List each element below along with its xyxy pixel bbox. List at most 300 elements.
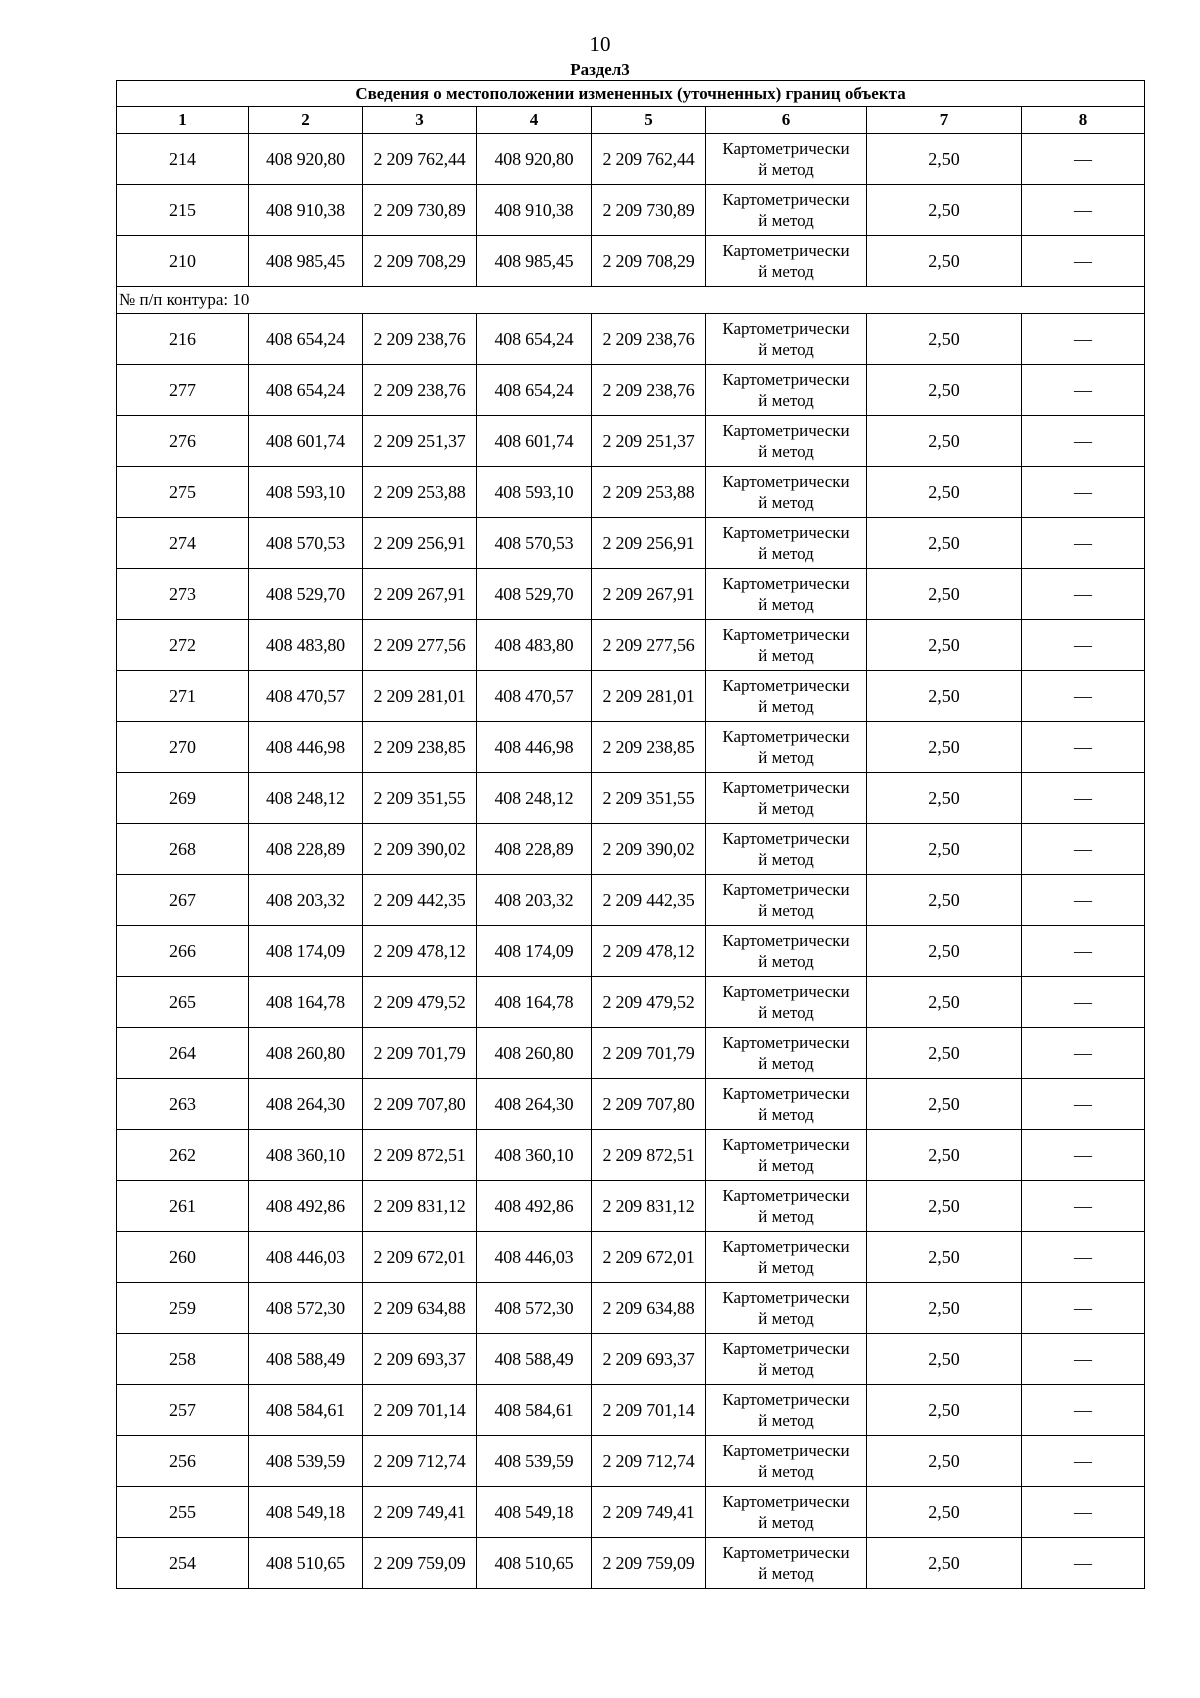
table-row xyxy=(117,1385,1145,1436)
y-new-cell: 2 209 390,02 xyxy=(592,824,706,875)
table-row xyxy=(117,467,1145,518)
y-new-cell: 2 209 730,89 xyxy=(592,185,706,236)
accuracy-cell: 2,50 xyxy=(867,1232,1022,1283)
method-line-1: Картометрически xyxy=(722,1390,850,1409)
point-number-cell: 265 xyxy=(117,977,249,1028)
description-cell: — xyxy=(1022,236,1145,287)
x-new-cell: 408 539,59 xyxy=(477,1436,592,1487)
x-old-cell: 408 470,57 xyxy=(249,671,363,722)
method-line-2: й метод xyxy=(758,1054,814,1073)
table-row xyxy=(117,236,1145,287)
description-cell: — xyxy=(1022,722,1145,773)
point-number-cell: 277 xyxy=(117,365,249,416)
y-old-cell: 2 209 267,91 xyxy=(363,569,477,620)
section-title: Раздел3 xyxy=(570,60,630,79)
method-cell xyxy=(706,722,867,773)
accuracy-cell: 2,50 xyxy=(867,1181,1022,1232)
accuracy-cell: 2,50 xyxy=(867,365,1022,416)
table-row xyxy=(117,1130,1145,1181)
point-number-cell: 210 xyxy=(117,236,249,287)
y-old-cell: 2 209 281,01 xyxy=(363,671,477,722)
y-new-cell: 2 209 478,12 xyxy=(592,926,706,977)
point-number-cell: 272 xyxy=(117,620,249,671)
description-cell: — xyxy=(1022,926,1145,977)
method-line-2: й метод xyxy=(758,493,814,512)
y-new-cell: 2 209 238,85 xyxy=(592,722,706,773)
accuracy-cell: 2,50 xyxy=(867,1079,1022,1130)
method-line-2: й метод xyxy=(758,262,814,281)
column-number: 2 xyxy=(249,107,363,134)
y-old-cell: 2 209 831,12 xyxy=(363,1181,477,1232)
y-old-cell: 2 209 256,91 xyxy=(363,518,477,569)
contour-row xyxy=(117,287,1145,314)
y-old-cell: 2 209 707,80 xyxy=(363,1079,477,1130)
table-row xyxy=(117,671,1145,722)
table-row xyxy=(117,1538,1145,1589)
accuracy-cell: 2,50 xyxy=(867,569,1022,620)
x-new-cell: 408 260,80 xyxy=(477,1028,592,1079)
table-row xyxy=(117,1283,1145,1334)
x-old-cell: 408 584,61 xyxy=(249,1385,363,1436)
point-number-cell: 274 xyxy=(117,518,249,569)
x-new-cell: 408 470,57 xyxy=(477,671,592,722)
method-line-1: Картометрически xyxy=(722,1237,850,1256)
method-line-2: й метод xyxy=(758,646,814,665)
column-number-row xyxy=(117,107,1145,134)
x-old-cell: 408 164,78 xyxy=(249,977,363,1028)
method-line-2: й метод xyxy=(758,850,814,869)
method-line-1: Картометрически xyxy=(722,625,850,644)
accuracy-cell: 2,50 xyxy=(867,1538,1022,1589)
method-line-2: й метод xyxy=(758,1513,814,1532)
y-new-cell: 2 209 872,51 xyxy=(592,1130,706,1181)
x-old-cell: 408 654,24 xyxy=(249,314,363,365)
column-number: 4 xyxy=(477,107,592,134)
x-new-cell: 408 483,80 xyxy=(477,620,592,671)
x-new-cell: 408 360,10 xyxy=(477,1130,592,1181)
method-cell xyxy=(706,518,867,569)
method-line-1: Картометрически xyxy=(722,778,850,797)
description-cell: — xyxy=(1022,467,1145,518)
method-cell xyxy=(706,1436,867,1487)
y-old-cell: 2 209 759,09 xyxy=(363,1538,477,1589)
method-line-1: Картометрически xyxy=(722,1135,850,1154)
method-line-1: Картометрически xyxy=(722,676,850,695)
method-cell xyxy=(706,1385,867,1436)
y-old-cell: 2 209 251,37 xyxy=(363,416,477,467)
accuracy-cell: 2,50 xyxy=(867,1283,1022,1334)
method-line-2: й метод xyxy=(758,595,814,614)
method-line-1: Картометрически xyxy=(722,370,850,389)
accuracy-cell: 2,50 xyxy=(867,671,1022,722)
point-number-cell: 276 xyxy=(117,416,249,467)
point-number-cell: 254 xyxy=(117,1538,249,1589)
x-new-cell: 408 164,78 xyxy=(477,977,592,1028)
y-old-cell: 2 209 634,88 xyxy=(363,1283,477,1334)
accuracy-cell: 2,50 xyxy=(867,314,1022,365)
table-row xyxy=(117,314,1145,365)
y-old-cell: 2 209 238,85 xyxy=(363,722,477,773)
accuracy-cell: 2,50 xyxy=(867,1385,1022,1436)
x-old-cell: 408 203,32 xyxy=(249,875,363,926)
y-old-cell: 2 209 672,01 xyxy=(363,1232,477,1283)
x-old-cell: 408 588,49 xyxy=(249,1334,363,1385)
method-line-1: Картометрически xyxy=(722,421,850,440)
description-cell: — xyxy=(1022,365,1145,416)
x-old-cell: 408 985,45 xyxy=(249,236,363,287)
x-old-cell: 408 539,59 xyxy=(249,1436,363,1487)
method-line-2: й метод xyxy=(758,340,814,359)
y-new-cell: 2 209 693,37 xyxy=(592,1334,706,1385)
contour-section xyxy=(117,287,1145,314)
table-row xyxy=(117,824,1145,875)
description-cell: — xyxy=(1022,1385,1145,1436)
y-old-cell: 2 209 238,76 xyxy=(363,365,477,416)
x-new-cell: 408 588,49 xyxy=(477,1334,592,1385)
point-number-cell: 275 xyxy=(117,467,249,518)
method-line-1: Картометрически xyxy=(722,319,850,338)
point-number-cell: 273 xyxy=(117,569,249,620)
x-old-cell: 408 446,98 xyxy=(249,722,363,773)
x-new-cell: 408 593,10 xyxy=(477,467,592,518)
method-line-2: й метод xyxy=(758,391,814,410)
x-old-cell: 408 920,80 xyxy=(249,134,363,185)
table-row xyxy=(117,1028,1145,1079)
method-cell xyxy=(706,236,867,287)
method-cell xyxy=(706,185,867,236)
point-number-cell: 259 xyxy=(117,1283,249,1334)
x-new-cell: 408 910,38 xyxy=(477,185,592,236)
method-line-2: й метод xyxy=(758,697,814,716)
method-cell xyxy=(706,314,867,365)
y-old-cell: 2 209 701,79 xyxy=(363,1028,477,1079)
table-caption: Сведения о местоположении измененных (уточненных) границ объекта xyxy=(117,81,1145,107)
method-line-1: Картометрически xyxy=(722,190,850,209)
x-old-cell: 408 593,10 xyxy=(249,467,363,518)
y-new-cell: 2 209 238,76 xyxy=(592,314,706,365)
method-line-2: й метод xyxy=(758,1207,814,1226)
description-cell: — xyxy=(1022,416,1145,467)
method-cell xyxy=(706,1283,867,1334)
x-new-cell: 408 549,18 xyxy=(477,1487,592,1538)
point-number-cell: 269 xyxy=(117,773,249,824)
accuracy-cell: 2,50 xyxy=(867,773,1022,824)
x-new-cell: 408 584,61 xyxy=(477,1385,592,1436)
y-new-cell: 2 209 442,35 xyxy=(592,875,706,926)
description-cell: — xyxy=(1022,1334,1145,1385)
description-cell: — xyxy=(1022,1538,1145,1589)
x-new-cell: 408 248,12 xyxy=(477,773,592,824)
y-new-cell: 2 209 281,01 xyxy=(592,671,706,722)
method-line-2: й метод xyxy=(758,1411,814,1430)
accuracy-cell: 2,50 xyxy=(867,722,1022,773)
point-number-cell: 255 xyxy=(117,1487,249,1538)
method-cell xyxy=(706,671,867,722)
x-new-cell: 408 446,98 xyxy=(477,722,592,773)
accuracy-cell: 2,50 xyxy=(867,416,1022,467)
accuracy-cell: 2,50 xyxy=(867,926,1022,977)
x-old-cell: 408 492,86 xyxy=(249,1181,363,1232)
accuracy-cell: 2,50 xyxy=(867,824,1022,875)
method-line-2: й метод xyxy=(758,1156,814,1175)
method-line-1: Картометрически xyxy=(722,1492,850,1511)
y-old-cell: 2 209 708,29 xyxy=(363,236,477,287)
y-new-cell: 2 209 749,41 xyxy=(592,1487,706,1538)
x-new-cell: 408 572,30 xyxy=(477,1283,592,1334)
description-cell: — xyxy=(1022,620,1145,671)
y-old-cell: 2 209 390,02 xyxy=(363,824,477,875)
y-new-cell: 2 209 267,91 xyxy=(592,569,706,620)
y-new-cell: 2 209 277,56 xyxy=(592,620,706,671)
y-old-cell: 2 209 872,51 xyxy=(363,1130,477,1181)
y-new-cell: 2 209 759,09 xyxy=(592,1538,706,1589)
method-line-1: Картометрически xyxy=(722,1186,850,1205)
method-line-2: й метод xyxy=(758,748,814,767)
method-line-1: Картометрически xyxy=(722,1033,850,1052)
method-line-1: Картометрически xyxy=(722,472,850,491)
method-line-1: Картометрически xyxy=(722,982,850,1001)
y-old-cell: 2 209 712,74 xyxy=(363,1436,477,1487)
table-row xyxy=(117,977,1145,1028)
accuracy-cell: 2,50 xyxy=(867,875,1022,926)
x-old-cell: 408 549,18 xyxy=(249,1487,363,1538)
x-new-cell: 408 985,45 xyxy=(477,236,592,287)
point-number-cell: 262 xyxy=(117,1130,249,1181)
method-line-1: Картометрически xyxy=(722,241,850,260)
table-row xyxy=(117,1436,1145,1487)
method-line-1: Картометрически xyxy=(722,139,850,158)
description-cell: — xyxy=(1022,1283,1145,1334)
method-cell xyxy=(706,1232,867,1283)
y-new-cell: 2 209 701,14 xyxy=(592,1385,706,1436)
x-old-cell: 408 260,80 xyxy=(249,1028,363,1079)
description-cell: — xyxy=(1022,875,1145,926)
y-new-cell: 2 209 351,55 xyxy=(592,773,706,824)
table-row xyxy=(117,620,1145,671)
y-new-cell: 2 209 238,76 xyxy=(592,365,706,416)
y-old-cell: 2 209 749,41 xyxy=(363,1487,477,1538)
accuracy-cell: 2,50 xyxy=(867,977,1022,1028)
x-new-cell: 408 492,86 xyxy=(477,1181,592,1232)
y-new-cell: 2 209 251,37 xyxy=(592,416,706,467)
accuracy-cell: 2,50 xyxy=(867,1334,1022,1385)
method-cell xyxy=(706,1181,867,1232)
accuracy-cell: 2,50 xyxy=(867,134,1022,185)
x-old-cell: 408 654,24 xyxy=(249,365,363,416)
accuracy-cell: 2,50 xyxy=(867,467,1022,518)
method-line-2: й метод xyxy=(758,1360,814,1379)
method-line-2: й метод xyxy=(758,1003,814,1022)
accuracy-cell: 2,50 xyxy=(867,1436,1022,1487)
y-new-cell: 2 209 634,88 xyxy=(592,1283,706,1334)
x-old-cell: 408 248,12 xyxy=(249,773,363,824)
x-new-cell: 408 446,03 xyxy=(477,1232,592,1283)
y-new-cell: 2 209 708,29 xyxy=(592,236,706,287)
x-new-cell: 408 601,74 xyxy=(477,416,592,467)
method-line-1: Картометрически xyxy=(722,931,850,950)
y-old-cell: 2 209 351,55 xyxy=(363,773,477,824)
method-cell xyxy=(706,134,867,185)
method-line-2: й метод xyxy=(758,442,814,461)
point-number-cell: 258 xyxy=(117,1334,249,1385)
accuracy-cell: 2,50 xyxy=(867,1487,1022,1538)
description-cell: — xyxy=(1022,773,1145,824)
table-row xyxy=(117,1181,1145,1232)
method-line-2: й метод xyxy=(758,1105,814,1124)
y-old-cell: 2 209 693,37 xyxy=(363,1334,477,1385)
method-cell xyxy=(706,824,867,875)
y-new-cell: 2 209 256,91 xyxy=(592,518,706,569)
table-row xyxy=(117,518,1145,569)
table-row xyxy=(117,134,1145,185)
description-cell: — xyxy=(1022,1079,1145,1130)
table-row xyxy=(117,365,1145,416)
method-cell xyxy=(706,569,867,620)
point-number-cell: 260 xyxy=(117,1232,249,1283)
description-cell: — xyxy=(1022,1436,1145,1487)
y-old-cell: 2 209 701,14 xyxy=(363,1385,477,1436)
y-new-cell: 2 209 701,79 xyxy=(592,1028,706,1079)
boundary-table xyxy=(116,80,1145,1589)
x-old-cell: 408 228,89 xyxy=(249,824,363,875)
method-cell xyxy=(706,467,867,518)
method-cell xyxy=(706,620,867,671)
method-cell xyxy=(706,1334,867,1385)
method-line-1: Картометрически xyxy=(722,574,850,593)
method-line-2: й метод xyxy=(758,799,814,818)
table-body-top xyxy=(117,134,1145,287)
method-line-2: й метод xyxy=(758,901,814,920)
method-line-2: й метод xyxy=(758,952,814,971)
y-old-cell: 2 209 238,76 xyxy=(363,314,477,365)
table-row xyxy=(117,185,1145,236)
accuracy-cell: 2,50 xyxy=(867,1028,1022,1079)
description-cell: — xyxy=(1022,185,1145,236)
point-number-cell: 215 xyxy=(117,185,249,236)
description-cell: — xyxy=(1022,1181,1145,1232)
method-line-2: й метод xyxy=(758,1258,814,1277)
method-cell xyxy=(706,1130,867,1181)
point-number-cell: 264 xyxy=(117,1028,249,1079)
x-new-cell: 408 174,09 xyxy=(477,926,592,977)
description-cell: — xyxy=(1022,314,1145,365)
description-cell: — xyxy=(1022,1130,1145,1181)
table-body-bottom xyxy=(117,314,1145,1589)
description-cell: — xyxy=(1022,824,1145,875)
description-cell: — xyxy=(1022,1028,1145,1079)
x-old-cell: 408 601,74 xyxy=(249,416,363,467)
column-number: 5 xyxy=(592,107,706,134)
table-row xyxy=(117,773,1145,824)
description-cell: — xyxy=(1022,977,1145,1028)
table-row xyxy=(117,1334,1145,1385)
x-old-cell: 408 483,80 xyxy=(249,620,363,671)
description-cell: — xyxy=(1022,1232,1145,1283)
x-new-cell: 408 264,30 xyxy=(477,1079,592,1130)
x-new-cell: 408 228,89 xyxy=(477,824,592,875)
column-number: 7 xyxy=(867,107,1022,134)
x-old-cell: 408 570,53 xyxy=(249,518,363,569)
table-row xyxy=(117,875,1145,926)
method-line-1: Картометрически xyxy=(722,523,850,542)
method-line-2: й метод xyxy=(758,160,814,179)
x-new-cell: 408 203,32 xyxy=(477,875,592,926)
table-row xyxy=(117,926,1145,977)
description-cell: — xyxy=(1022,134,1145,185)
y-old-cell: 2 209 478,12 xyxy=(363,926,477,977)
method-line-2: й метод xyxy=(758,1309,814,1328)
x-old-cell: 408 360,10 xyxy=(249,1130,363,1181)
method-line-2: й метод xyxy=(758,1462,814,1481)
method-line-2: й метод xyxy=(758,1564,814,1583)
x-new-cell: 408 510,65 xyxy=(477,1538,592,1589)
y-new-cell: 2 209 831,12 xyxy=(592,1181,706,1232)
method-line-2: й метод xyxy=(758,544,814,563)
method-cell xyxy=(706,875,867,926)
point-number-cell: 257 xyxy=(117,1385,249,1436)
method-line-1: Картометрически xyxy=(722,1339,850,1358)
point-number-cell: 263 xyxy=(117,1079,249,1130)
column-number: 1 xyxy=(117,107,249,134)
method-cell xyxy=(706,977,867,1028)
point-number-cell: 271 xyxy=(117,671,249,722)
table-row xyxy=(117,569,1145,620)
x-old-cell: 408 446,03 xyxy=(249,1232,363,1283)
column-number: 3 xyxy=(363,107,477,134)
column-number: 8 xyxy=(1022,107,1145,134)
x-old-cell: 408 529,70 xyxy=(249,569,363,620)
method-cell xyxy=(706,926,867,977)
accuracy-cell: 2,50 xyxy=(867,1130,1022,1181)
table-row xyxy=(117,1232,1145,1283)
y-new-cell: 2 209 253,88 xyxy=(592,467,706,518)
x-new-cell: 408 920,80 xyxy=(477,134,592,185)
contour-label: № п/п контура: 10 xyxy=(117,287,1145,314)
point-number-cell: 214 xyxy=(117,134,249,185)
description-cell: — xyxy=(1022,671,1145,722)
method-line-1: Картометрически xyxy=(722,1288,850,1307)
method-line-1: Картометрически xyxy=(722,829,850,848)
point-number-cell: 268 xyxy=(117,824,249,875)
y-old-cell: 2 209 730,89 xyxy=(363,185,477,236)
x-old-cell: 408 572,30 xyxy=(249,1283,363,1334)
x-old-cell: 408 174,09 xyxy=(249,926,363,977)
table-row xyxy=(117,1487,1145,1538)
x-new-cell: 408 654,24 xyxy=(477,365,592,416)
point-number-cell: 266 xyxy=(117,926,249,977)
method-line-1: Картометрически xyxy=(722,880,850,899)
method-line-2: й метод xyxy=(758,211,814,230)
y-old-cell: 2 209 442,35 xyxy=(363,875,477,926)
x-old-cell: 408 264,30 xyxy=(249,1079,363,1130)
method-cell xyxy=(706,1538,867,1589)
method-cell xyxy=(706,1487,867,1538)
method-cell xyxy=(706,1028,867,1079)
point-number-cell: 270 xyxy=(117,722,249,773)
y-new-cell: 2 209 672,01 xyxy=(592,1232,706,1283)
x-new-cell: 408 529,70 xyxy=(477,569,592,620)
page-number: 10 xyxy=(589,32,611,56)
y-old-cell: 2 209 479,52 xyxy=(363,977,477,1028)
table-row xyxy=(117,722,1145,773)
x-new-cell: 408 654,24 xyxy=(477,314,592,365)
description-cell: — xyxy=(1022,569,1145,620)
point-number-cell: 216 xyxy=(117,314,249,365)
y-new-cell: 2 209 712,74 xyxy=(592,1436,706,1487)
method-line-1: Картометрически xyxy=(722,727,850,746)
y-old-cell: 2 209 762,44 xyxy=(363,134,477,185)
description-cell: — xyxy=(1022,518,1145,569)
